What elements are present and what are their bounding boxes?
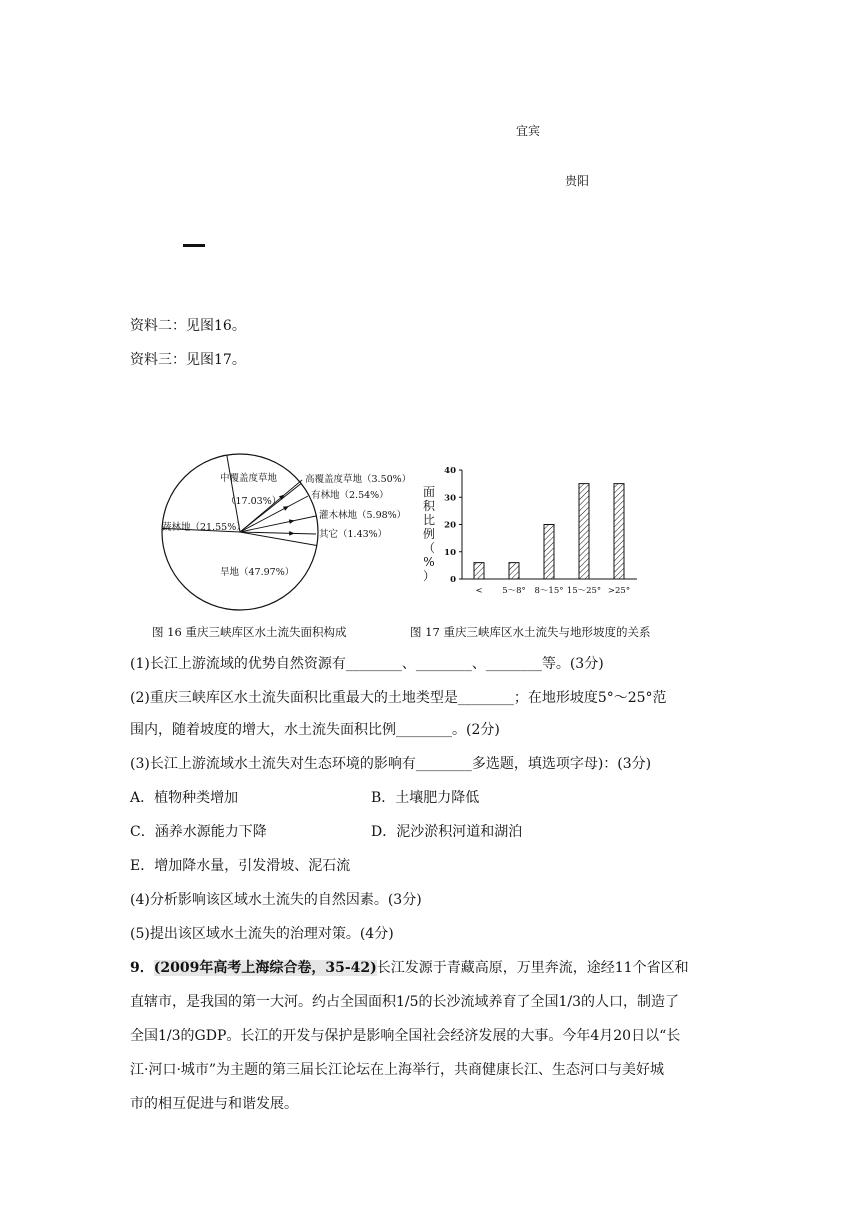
y-axis-label-char-5: % bbox=[423, 555, 435, 569]
question-9-source: (2009年高考上海综合卷，35-42) bbox=[153, 960, 377, 976]
caption-fig17: 图 17 重庆三峡库区水土流失与地形坡度的关系 bbox=[410, 625, 651, 639]
question-2-line2: 围内，随着坡度的增大，水土流失面积比例________。(2分) bbox=[130, 722, 500, 738]
pie-label-forest: 有林地（2.54%） bbox=[311, 490, 389, 501]
question-9-line5: 市的相互促进与和谐发展。 bbox=[130, 1096, 298, 1112]
question-9-line2: 直辖市，是我国的第一大河。约占全国面积1/5的长沙流域养育了全国1/3的人口，制造了 bbox=[130, 994, 680, 1010]
y-axis-label-char-0: 面 bbox=[422, 485, 436, 499]
question-9-text-1: 长江发源于青藏高原，万里奔流，途经11个省区和 bbox=[376, 960, 689, 976]
pie-slice-boundary-2 bbox=[227, 455, 240, 532]
pie-leader-other-head bbox=[289, 531, 295, 536]
y-tick-label-4: 40 bbox=[444, 466, 456, 476]
pie-label-mid-grass: 中覆盖度草地 bbox=[220, 473, 278, 484]
material-two: 资料二：见图16。 bbox=[130, 318, 246, 334]
map-label-yibin: 宜宾 bbox=[516, 124, 541, 138]
option-e: E．增加降水量，引发滑坡、泥石流 bbox=[130, 858, 351, 874]
pie-label-veg-forest: 蔬林地（21.55%） bbox=[162, 522, 246, 533]
y-axis-label-char-4: （ bbox=[422, 541, 436, 555]
map-label-guiyang: 贵阳 bbox=[565, 174, 590, 188]
y-tick-label-2: 20 bbox=[444, 520, 456, 531]
x-tick-label-3: 15～25° bbox=[566, 586, 602, 596]
y-tick-label-3: 30 bbox=[444, 493, 456, 504]
bar-0 bbox=[474, 563, 484, 579]
bar-chart-fig17 bbox=[415, 460, 650, 600]
question-9-number: 9． bbox=[130, 960, 154, 976]
question-5: (5)提出该区域水土流失的治理对策。(4分) bbox=[130, 926, 394, 942]
question-9-line3: 全国1/3的GDP。长江的开发与保护是影响全国社会经济发展的大事。今年4月20日以“长 bbox=[130, 1028, 681, 1044]
x-tick-label-1: 5～8° bbox=[502, 586, 526, 596]
y-axis-label-char-1: 积 bbox=[422, 499, 436, 513]
material-three: 资料三：见图17。 bbox=[130, 352, 246, 368]
pie-chart-fig16 bbox=[150, 450, 412, 610]
pie-label-shrub: 灌木林地（5.98%） bbox=[319, 510, 407, 521]
bar-1 bbox=[509, 563, 519, 579]
x-tick-label-0: < bbox=[475, 586, 483, 596]
option-a: A．植物种类增加 bbox=[130, 790, 239, 806]
y-axis-label-char-2: 比 bbox=[422, 513, 436, 527]
question-4: (4)分析影响该区域水土流失的自然因素。(3分) bbox=[130, 892, 422, 908]
option-d: D．泥沙淤积河道和湖泊 bbox=[371, 824, 523, 840]
question-2-line1: (2)重庆三峡库区水土流失面积比重最大的土地类型是________；在地形坡度5°～25°范 bbox=[130, 690, 667, 706]
pie-label-dryland: 旱地（47.97%） bbox=[220, 567, 295, 578]
pie-leader-shrub bbox=[240, 516, 316, 532]
bar-2 bbox=[544, 525, 554, 580]
y-axis-label-char-3: 例 bbox=[422, 527, 436, 541]
question-1: (1)长江上游流域的优势自然资源有________、________、________等。(3分) bbox=[130, 656, 604, 672]
question-9-line1 bbox=[130, 958, 689, 978]
y-tick-label-1: 10 bbox=[444, 547, 456, 558]
option-b: B．土壤肥力降低 bbox=[371, 790, 480, 806]
option-c: C．涵养水源能力下降 bbox=[130, 824, 267, 840]
pie-label-other: 其它（1.43%） bbox=[319, 529, 388, 540]
x-tick-label-4: >25° bbox=[607, 586, 631, 596]
bar-4 bbox=[614, 484, 624, 579]
question-3: (3)长江上游流域水土流失对生态环境的影响有________多选题，填选项字母)：(3分) bbox=[130, 756, 652, 772]
map-dash-mark bbox=[183, 244, 205, 247]
y-tick-label-0: 0 bbox=[450, 575, 456, 585]
x-tick-label-2: 8～15° bbox=[534, 586, 564, 596]
bar-3 bbox=[579, 484, 589, 579]
pie-leader-shrub-head bbox=[289, 519, 295, 524]
y-axis-label-char-6: ） bbox=[422, 569, 436, 583]
pie-label-high-grass: 高覆盖度草地（3.50%） bbox=[305, 474, 412, 485]
caption-fig16: 图 16 重庆三峡库区水土流失面积构成 bbox=[152, 625, 347, 639]
question-9-line4: 江·河口·城市”为主题的第三届长江论坛在上海举行，共商健康长江、生态河口与美好城 bbox=[130, 1062, 665, 1078]
pie-label-mid-grass-pct: （17.03%） bbox=[226, 496, 282, 507]
